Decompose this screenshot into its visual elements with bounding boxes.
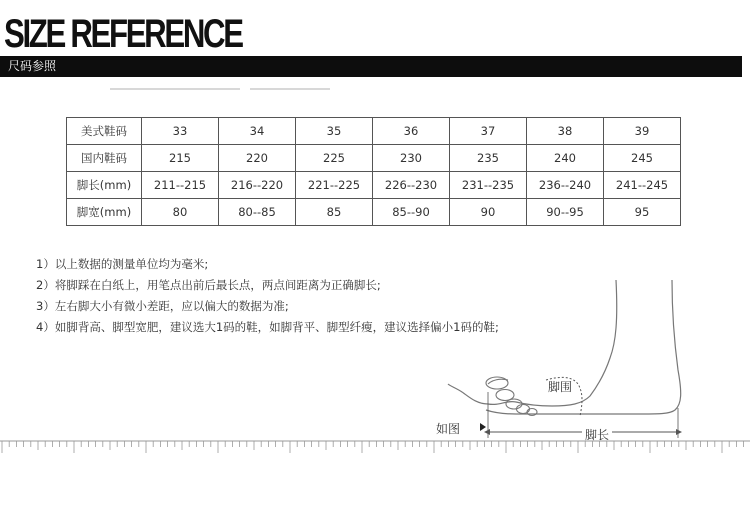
table-row	[67, 118, 681, 145]
table-cell: 90	[450, 199, 527, 226]
table-cell: 220	[219, 145, 296, 172]
note-1: 1）以上数据的测量单位均为毫米;	[36, 257, 209, 271]
row-header-foot-width: 脚宽(mm)	[67, 199, 142, 226]
note-4: 4）如脚背高、脚型宽肥，建议选大1码的鞋，如脚背平、脚型纤瘦，建议选择偏小1码的鞋;	[36, 320, 499, 334]
row-header-cn-size: 国内鞋码	[67, 145, 142, 172]
table-cell: 85	[296, 199, 373, 226]
row-header-foot-length: 脚长(mm)	[67, 172, 142, 199]
table-cell: 216--220	[219, 172, 296, 199]
see-figure-label: 如图	[436, 422, 461, 436]
table-cell: 231--235	[450, 172, 527, 199]
bar-notch	[742, 56, 746, 77]
table-cell: 215	[142, 145, 219, 172]
table-cell: 235	[450, 145, 527, 172]
note-3: 3）左右脚大小有微小差距，应以偏大的数据为准;	[36, 299, 289, 313]
row-header-us-size: 美式鞋码	[67, 118, 142, 145]
table-cell: 95	[604, 199, 681, 226]
page-title: SIZE REFERENCE	[4, 12, 242, 56]
table-cell: 225	[296, 145, 373, 172]
section-header-bar	[0, 56, 746, 77]
table-cell: 240	[527, 145, 604, 172]
table-cell: 90--95	[527, 199, 604, 226]
foot-diagram	[420, 280, 720, 445]
foot-outline-icon	[420, 280, 720, 445]
note-2: 2）将脚踩在白纸上，用笔点出前后最长点，两点间距离为正确脚长;	[36, 278, 381, 292]
table-cell: 34	[219, 118, 296, 145]
table-cell: 33	[142, 118, 219, 145]
section-header-label: 尺码参照	[8, 59, 57, 73]
size-table	[66, 117, 681, 226]
table-cell: 80	[142, 199, 219, 226]
table-cell: 38	[527, 118, 604, 145]
table-cell: 221--225	[296, 172, 373, 199]
faint-divider	[110, 88, 240, 90]
table-row	[67, 145, 681, 172]
table-row	[67, 199, 681, 226]
table-cell: 35	[296, 118, 373, 145]
foot-length-label: 脚长	[582, 426, 612, 443]
foot-girth-label: 脚围	[548, 380, 573, 394]
table-cell: 85--90	[373, 199, 450, 226]
table-cell: 226--230	[373, 172, 450, 199]
table-cell: 80--85	[219, 199, 296, 226]
table-cell: 245	[604, 145, 681, 172]
table-cell: 236--240	[527, 172, 604, 199]
table-cell: 39	[604, 118, 681, 145]
faint-divider-2	[250, 88, 330, 90]
table-cell: 36	[373, 118, 450, 145]
table-row	[67, 172, 681, 199]
table-cell: 241--245	[604, 172, 681, 199]
ruler-icon	[0, 440, 750, 460]
table-cell: 230	[373, 145, 450, 172]
table-cell: 37	[450, 118, 527, 145]
table-cell: 211--215	[142, 172, 219, 199]
